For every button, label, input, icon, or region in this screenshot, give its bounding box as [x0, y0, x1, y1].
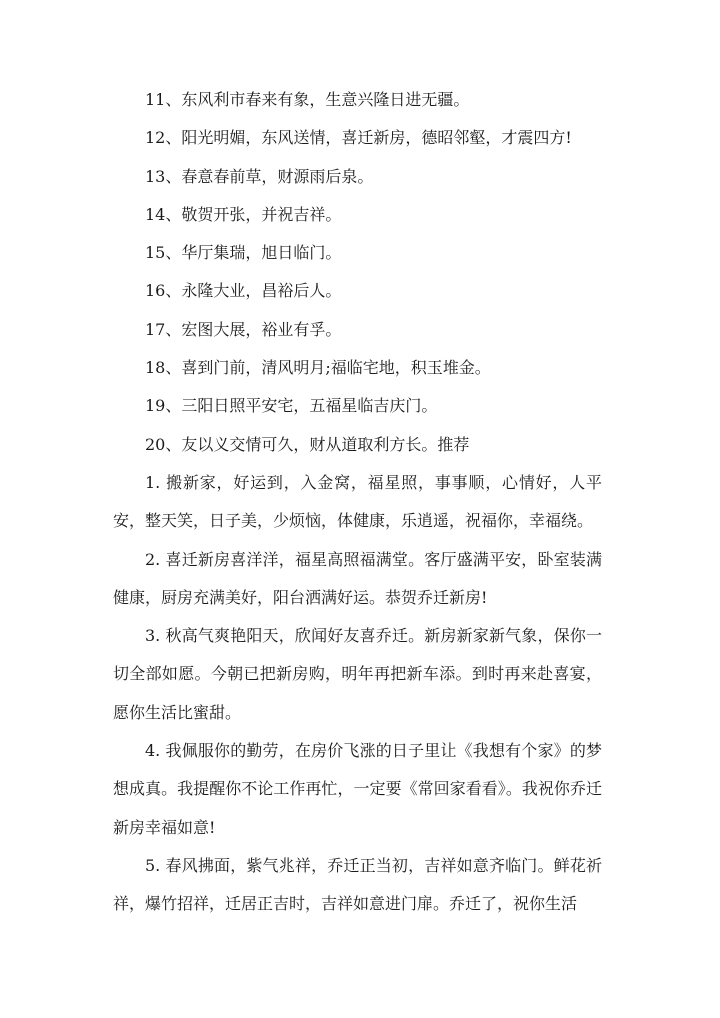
list-item: 15、华厅集瑞，旭日临门。	[145, 243, 342, 263]
list-item: 14、敬贺开张，并祝吉祥。	[145, 204, 342, 224]
list-item: 16、永隆大业，昌裕后人。	[145, 281, 342, 301]
paragraph: 2. 喜迁新房喜洋洋，福星高照福满堂。客厅盛满平安，卧室装满健康，厨房充满美好，阳台洒满好运。恭贺乔迁新房!	[113, 549, 602, 607]
paragraph: 3. 秋高气爽艳阳天，欣闻好友喜乔迁。新房新家新气象，保你一切全部如愿。今朝已把新房购，明年再把新车添。到时再来赴喜宴，愿你生活比蜜甜。	[113, 626, 602, 722]
list-item: 20、友以义交情可久，财从道取利方长。推荐	[145, 434, 470, 454]
list-item: 17、宏图大展，裕业有孚。	[145, 319, 342, 339]
list-item: 12、阳光明媚，东风送情，喜迁新房，德昭邻壑，才震四方!	[145, 128, 572, 148]
paragraph: 4. 我佩服你的勤劳，在房价飞涨的日子里让《我想有个家》的梦想成真。我提醒你不论工作再忙，一定要《常回家看看》。我祝你乔迁新房幸福如意!	[113, 741, 602, 837]
paragraph-list	[113, 464, 602, 924]
list-item: 11、东风利市春来有象，生意兴隆日进无疆。	[145, 90, 470, 109]
paragraph: 5. 春风拂面，紫气兆祥，乔迁正当初，吉祥如意齐临门。鲜花祈祥，爆竹招祥，迁居正吉时，吉祥如意进门扉。乔迁了，祝你生活	[113, 855, 602, 914]
list-item: 18、喜到门前，清风明月;福临宅地，积玉堆金。	[145, 358, 491, 378]
short-item-list	[113, 90, 602, 455]
list-item: 13、春意春前草，财源雨后泉。	[145, 166, 374, 186]
list-item: 19、三阳日照平安宅，五福星临吉庆门。	[145, 396, 438, 416]
paragraph: 1. 搬新家，好运到，入金窝，福星照，事事顺，心情好，人平安，整天笑，日子美，少烦恼，体健康，乐逍遥，祝福你，幸福绕。	[113, 472, 602, 531]
